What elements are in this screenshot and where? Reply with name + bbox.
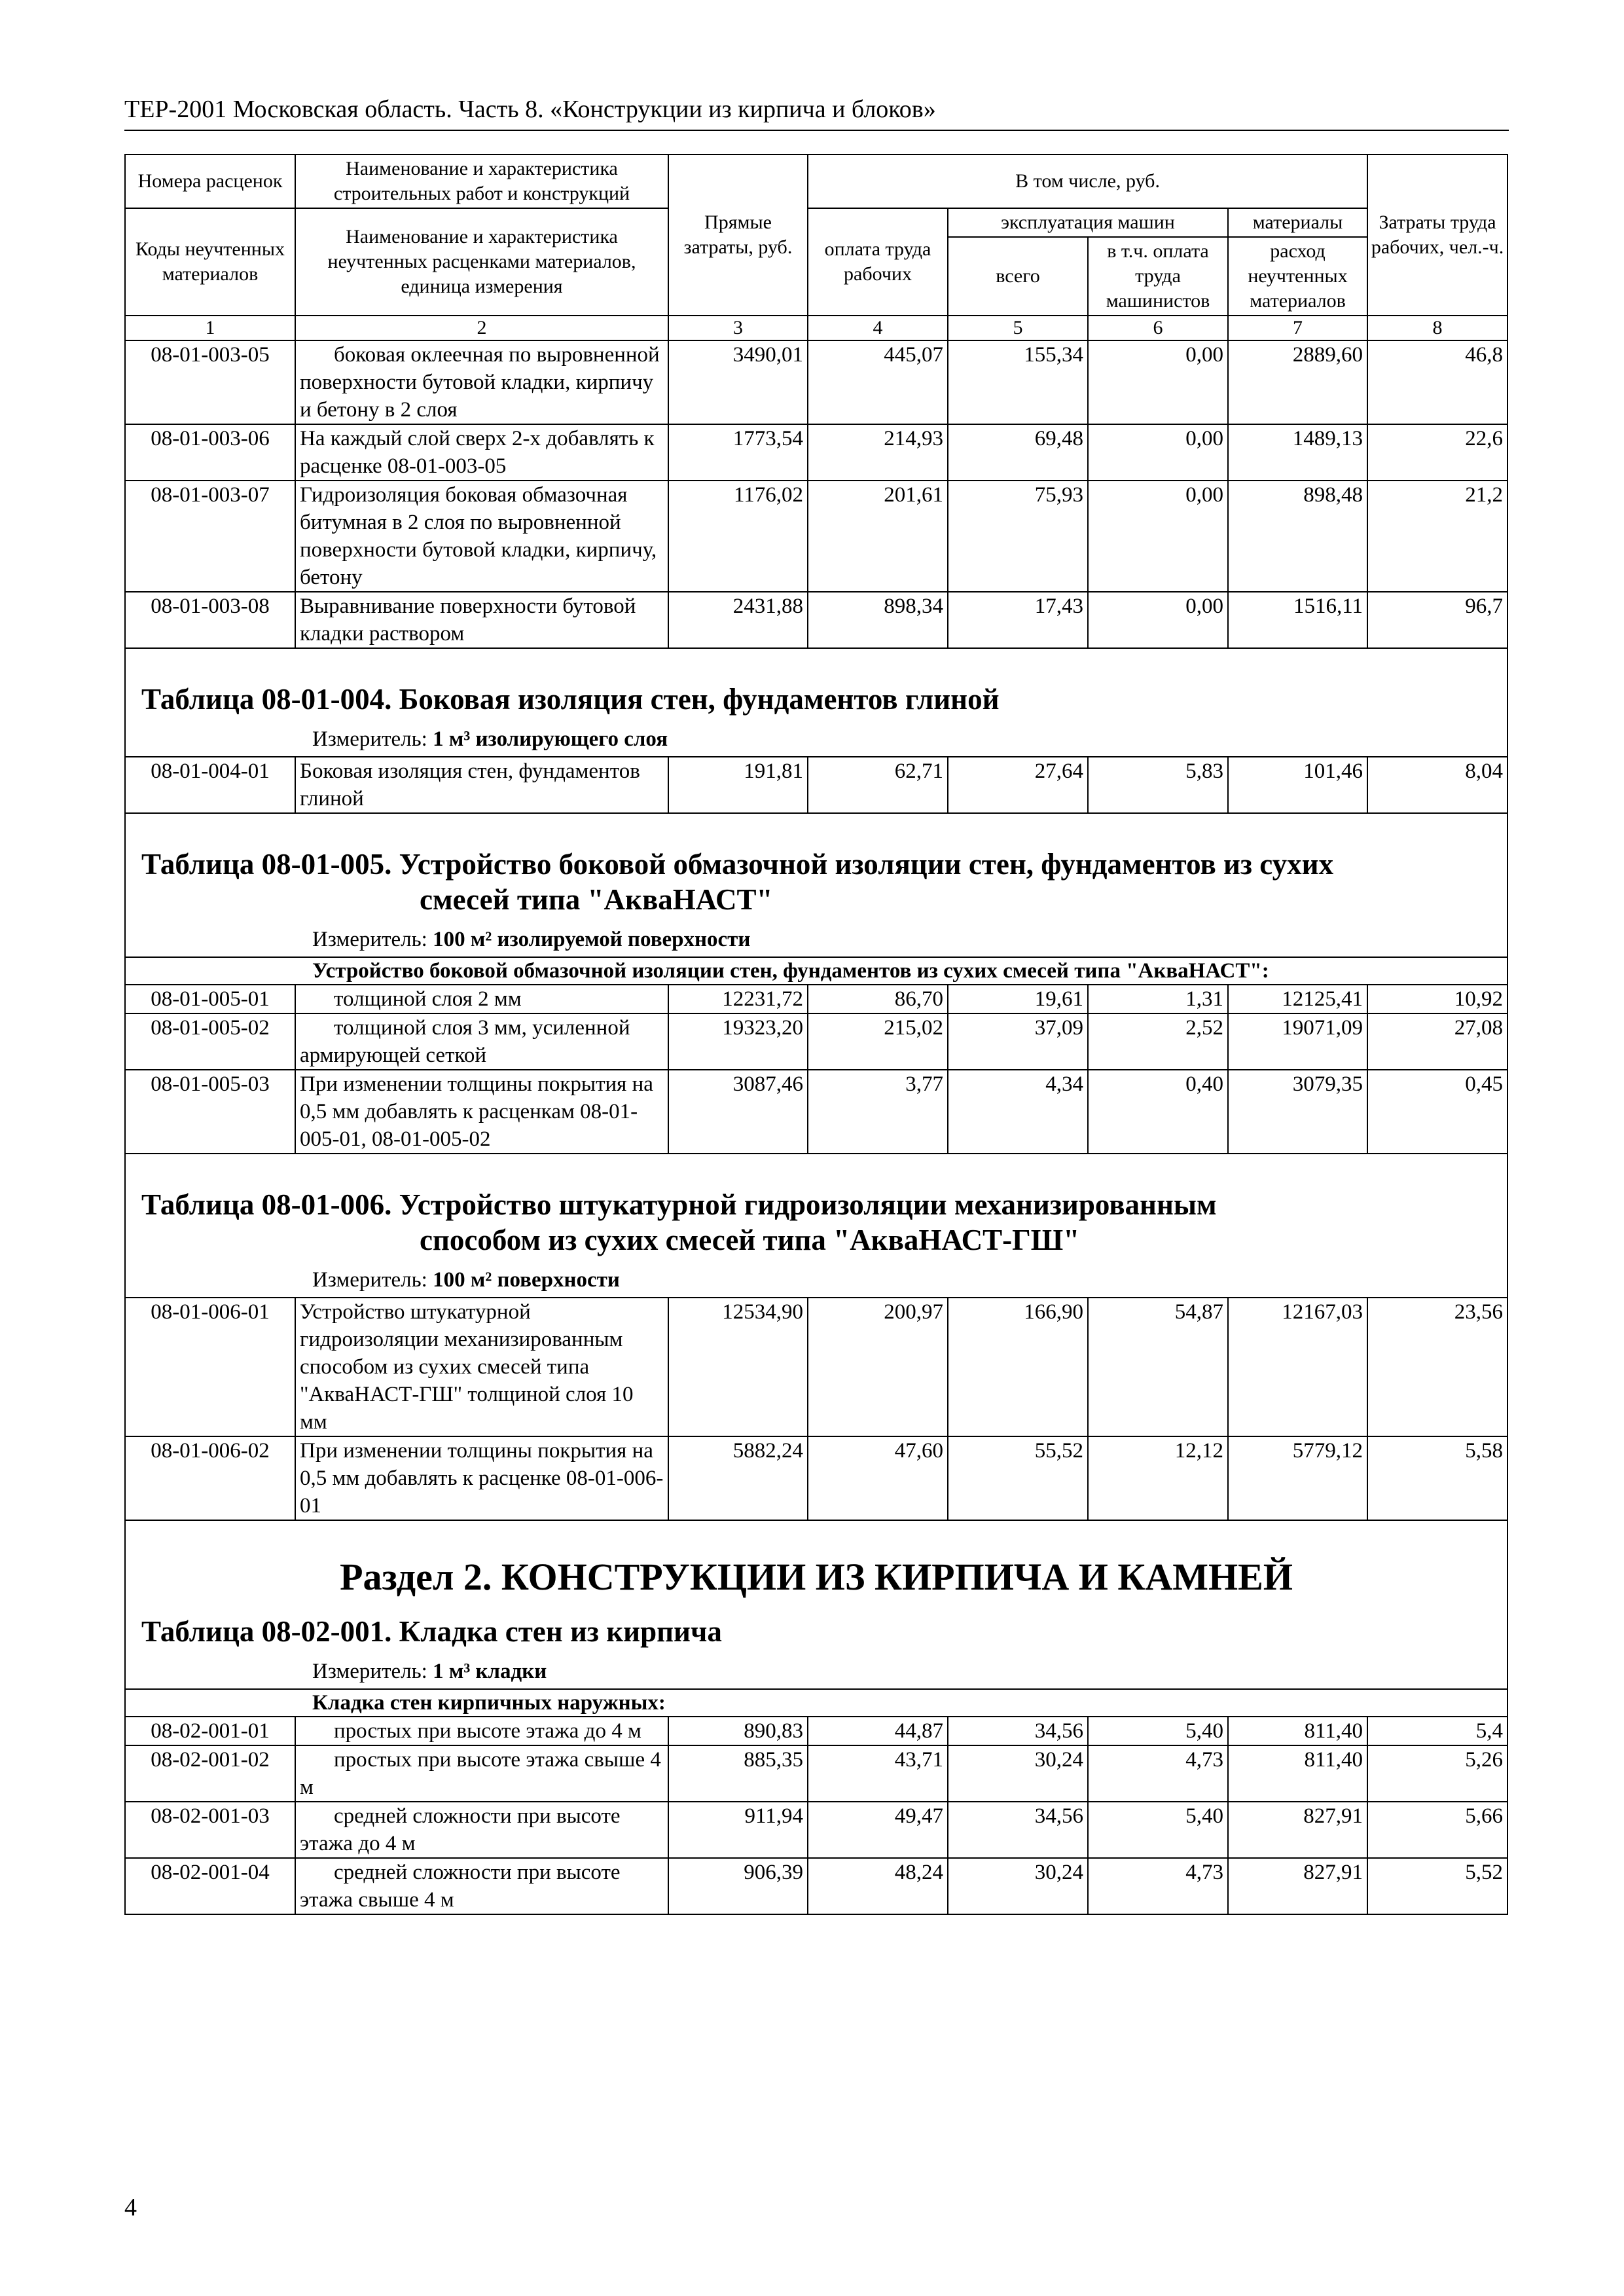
machinist-pay: 54,87 bbox=[1088, 1298, 1228, 1436]
labor-hours: 5,66 bbox=[1367, 1802, 1507, 1858]
direct-costs: 3490,01 bbox=[668, 340, 808, 424]
rate-code: 08-01-005-01 bbox=[125, 985, 295, 1013]
table-row bbox=[125, 1298, 1507, 1436]
head-unaccounted-materials: расход неучтенных материалов bbox=[1228, 237, 1367, 316]
machines-total: 155,34 bbox=[948, 340, 1088, 424]
worker-pay: 49,47 bbox=[808, 1802, 948, 1858]
rate-code: 08-01-003-07 bbox=[125, 481, 295, 592]
worker-pay: 214,93 bbox=[808, 424, 948, 481]
measure-row bbox=[125, 1262, 1507, 1298]
worker-pay: 200,97 bbox=[808, 1298, 948, 1436]
rate-code: 08-02-001-02 bbox=[125, 1745, 295, 1802]
table-title-row bbox=[125, 813, 1507, 921]
measure-value: 1 м³ кладки bbox=[433, 1660, 547, 1683]
direct-costs: 191,81 bbox=[668, 757, 808, 813]
machinist-pay: 5,83 bbox=[1088, 757, 1228, 813]
rate-name: Устройство штукатурной гидроизоляции механизированным способом из сухих смесей типа "АкваНАСТ-ГШ" толщиной слоя 10 мм bbox=[295, 1298, 668, 1436]
worker-pay: 445,07 bbox=[808, 340, 948, 424]
materials-cost: 827,91 bbox=[1228, 1802, 1367, 1858]
group-subheading: Устройство боковой обмазочной изоляции стен, фундаментов из сухих смесей типа "АкваНАСТ": bbox=[125, 957, 1507, 985]
machinist-pay: 4,73 bbox=[1088, 1745, 1228, 1802]
rate-name: средней сложности при высоте этажа до 4 м bbox=[295, 1802, 668, 1858]
machinist-pay: 1,31 bbox=[1088, 985, 1228, 1013]
rate-code: 08-01-003-06 bbox=[125, 424, 295, 481]
column-number: 4 bbox=[808, 316, 948, 340]
worker-pay: 48,24 bbox=[808, 1858, 948, 1914]
labor-hours: 5,58 bbox=[1367, 1436, 1507, 1520]
column-numbers-row bbox=[125, 316, 1507, 340]
head-labor-costs: Затраты труда рабочих, чел.-ч. bbox=[1367, 155, 1507, 316]
worker-pay: 201,61 bbox=[808, 481, 948, 592]
worker-pay: 43,71 bbox=[808, 1745, 948, 1802]
table-title: Таблица 08-01-004. Боковая изоляция стен, фундаментов глиной bbox=[125, 648, 1507, 721]
machines-total: 37,09 bbox=[948, 1013, 1088, 1070]
measure-row bbox=[125, 921, 1507, 957]
measure-label: Измеритель: bbox=[312, 1660, 427, 1683]
table-title: Таблица 08-02-001. Кладка стен из кирпича bbox=[125, 1614, 1507, 1653]
direct-costs: 12231,72 bbox=[668, 985, 808, 1013]
machinist-pay: 5,40 bbox=[1088, 1802, 1228, 1858]
table-title-row bbox=[125, 1614, 1507, 1653]
machinist-pay: 0,00 bbox=[1088, 481, 1228, 592]
materials-cost: 2889,60 bbox=[1228, 340, 1367, 424]
page-header: ТЕР-2001 Московская область. Часть 8. «Конструкции из кирпича и блоков» bbox=[124, 96, 936, 123]
rate-code: 08-01-005-03 bbox=[125, 1070, 295, 1154]
materials-cost: 101,46 bbox=[1228, 757, 1367, 813]
materials-cost: 12125,41 bbox=[1228, 985, 1367, 1013]
machines-total: 34,56 bbox=[948, 1802, 1088, 1858]
labor-hours: 96,7 bbox=[1367, 592, 1507, 648]
head-materials: материалы bbox=[1228, 208, 1367, 237]
direct-costs: 1176,02 bbox=[668, 481, 808, 592]
labor-hours: 0,45 bbox=[1367, 1070, 1507, 1154]
direct-costs: 890,83 bbox=[668, 1717, 808, 1745]
head-material-name: Наименование и характеристика неучтенных расценками материалов, единица измерения bbox=[295, 208, 668, 316]
head-direct-costs: Прямые затраты, руб. bbox=[668, 155, 808, 316]
machines-total: 75,93 bbox=[948, 481, 1088, 592]
materials-cost: 898,48 bbox=[1228, 481, 1367, 592]
table-row bbox=[125, 1070, 1507, 1154]
rate-name: средней сложности при высоте этажа свыше 4 м bbox=[295, 1858, 668, 1914]
labor-hours: 5,52 bbox=[1367, 1858, 1507, 1914]
direct-costs: 906,39 bbox=[668, 1858, 808, 1914]
table-row bbox=[125, 1745, 1507, 1802]
head-including: В том числе, руб. bbox=[808, 155, 1367, 208]
table-title bbox=[125, 1154, 1507, 1262]
direct-costs: 1773,54 bbox=[668, 424, 808, 481]
labor-hours: 5,26 bbox=[1367, 1745, 1507, 1802]
rate-code: 08-01-006-01 bbox=[125, 1298, 295, 1436]
group-subheading-row bbox=[125, 1689, 1507, 1717]
direct-costs: 19323,20 bbox=[668, 1013, 808, 1070]
direct-costs: 3087,46 bbox=[668, 1070, 808, 1154]
rate-code: 08-01-004-01 bbox=[125, 757, 295, 813]
table-title bbox=[125, 813, 1507, 921]
machines-total: 55,52 bbox=[948, 1436, 1088, 1520]
machines-total: 4,34 bbox=[948, 1070, 1088, 1154]
table-row bbox=[125, 1013, 1507, 1070]
rate-code: 08-01-005-02 bbox=[125, 1013, 295, 1070]
machinist-pay: 0,00 bbox=[1088, 592, 1228, 648]
machinist-pay: 0,00 bbox=[1088, 424, 1228, 481]
rates-table bbox=[124, 154, 1508, 1915]
measure-row bbox=[125, 1653, 1507, 1689]
worker-pay: 62,71 bbox=[808, 757, 948, 813]
materials-cost: 811,40 bbox=[1228, 1717, 1367, 1745]
column-number: 8 bbox=[1367, 316, 1507, 340]
column-number: 6 bbox=[1088, 316, 1228, 340]
machines-total: 27,64 bbox=[948, 757, 1088, 813]
labor-hours: 10,92 bbox=[1367, 985, 1507, 1013]
labor-hours: 27,08 bbox=[1367, 1013, 1507, 1070]
header-rule bbox=[124, 130, 1509, 131]
rate-name: простых при высоте этажа до 4 м bbox=[295, 1717, 668, 1745]
head-work-name: Наименование и характеристика строительных работ и конструкций bbox=[295, 155, 668, 208]
worker-pay: 44,87 bbox=[808, 1717, 948, 1745]
rate-name: При изменении толщины покрытия на 0,5 мм добавлять к расценке 08-01-006-01 bbox=[295, 1436, 668, 1520]
rate-code: 08-02-001-01 bbox=[125, 1717, 295, 1745]
table-title-row bbox=[125, 648, 1507, 721]
materials-cost: 5779,12 bbox=[1228, 1436, 1367, 1520]
table-row bbox=[125, 1802, 1507, 1858]
labor-hours: 21,2 bbox=[1367, 481, 1507, 592]
section-heading-row bbox=[125, 1520, 1507, 1614]
labor-hours: 22,6 bbox=[1367, 424, 1507, 481]
rate-name: Выравнивание поверхности бутовой кладки раствором bbox=[295, 592, 668, 648]
measure-value: 100 м² изолируемой поверхности bbox=[433, 928, 751, 951]
materials-cost: 3079,35 bbox=[1228, 1070, 1367, 1154]
measure-row bbox=[125, 721, 1507, 757]
rate-name: толщиной слоя 2 мм bbox=[295, 985, 668, 1013]
machines-total: 30,24 bbox=[948, 1858, 1088, 1914]
machinist-pay: 2,52 bbox=[1088, 1013, 1228, 1070]
machinist-pay: 0,40 bbox=[1088, 1070, 1228, 1154]
materials-cost: 1516,11 bbox=[1228, 592, 1367, 648]
worker-pay: 898,34 bbox=[808, 592, 948, 648]
machines-total: 30,24 bbox=[948, 1745, 1088, 1802]
measure-value: 100 м² поверхности bbox=[433, 1268, 620, 1292]
machines-total: 69,48 bbox=[948, 424, 1088, 481]
table-title-line-2: смесей типа "АкваНАСТ" bbox=[420, 883, 773, 916]
rate-name: На каждый слой сверх 2-х добавлять к расценке 08-01-003-05 bbox=[295, 424, 668, 481]
machinist-pay: 4,73 bbox=[1088, 1858, 1228, 1914]
rate-name: простых при высоте этажа свыше 4 м bbox=[295, 1745, 668, 1802]
direct-costs: 5882,24 bbox=[668, 1436, 808, 1520]
worker-pay: 215,02 bbox=[808, 1013, 948, 1070]
table-title-line-1: Таблица 08-01-006. Устройство штукатурной гидроизоляции механизированным bbox=[141, 1188, 1217, 1221]
table-row bbox=[125, 1858, 1507, 1914]
rate-name: боковая оклеечная по выровненной поверхности бутовой кладки, кирпичу и бетону в 2 слоя bbox=[295, 340, 668, 424]
table-row bbox=[125, 1717, 1507, 1745]
group-subheading: Кладка стен кирпичных наружных: bbox=[125, 1689, 1507, 1717]
section-heading: Раздел 2. КОНСТРУКЦИИ ИЗ КИРПИЧА И КАМНЕЙ bbox=[125, 1520, 1507, 1614]
head-machines: эксплуатация машин bbox=[948, 208, 1228, 237]
rate-name: При изменении толщины покрытия на 0,5 мм добавлять к расценкам 08-01-005-01, 08-01-005-02 bbox=[295, 1070, 668, 1154]
rate-code: 08-02-001-03 bbox=[125, 1802, 295, 1858]
machines-total: 19,61 bbox=[948, 985, 1088, 1013]
machinist-pay: 5,40 bbox=[1088, 1717, 1228, 1745]
head-worker-pay: оплата труда рабочих bbox=[808, 208, 948, 316]
direct-costs: 12534,90 bbox=[668, 1298, 808, 1436]
materials-cost: 12167,03 bbox=[1228, 1298, 1367, 1436]
rate-code: 08-01-003-05 bbox=[125, 340, 295, 424]
rate-code: 08-02-001-04 bbox=[125, 1858, 295, 1914]
machines-total: 166,90 bbox=[948, 1298, 1088, 1436]
head-machinist-pay: в т.ч. оплата труда машинистов bbox=[1088, 237, 1228, 316]
table-row bbox=[125, 985, 1507, 1013]
labor-hours: 46,8 bbox=[1367, 340, 1507, 424]
materials-cost: 827,91 bbox=[1228, 1858, 1367, 1914]
head-machines-total: всего bbox=[948, 237, 1088, 316]
direct-costs: 885,35 bbox=[668, 1745, 808, 1802]
labor-hours: 8,04 bbox=[1367, 757, 1507, 813]
table-row bbox=[125, 340, 1507, 424]
materials-cost: 1489,13 bbox=[1228, 424, 1367, 481]
direct-costs: 2431,88 bbox=[668, 592, 808, 648]
measure-value: 1 м³ изолирующего слоя bbox=[433, 727, 668, 751]
table-row bbox=[125, 481, 1507, 592]
head-rate-numbers: Номера расценок bbox=[125, 155, 295, 208]
column-number: 3 bbox=[668, 316, 808, 340]
table-title-line-1: Таблица 08-01-005. Устройство боковой обмазочной изоляции стен, фундаментов из сухих bbox=[141, 848, 1334, 881]
rate-code: 08-01-006-02 bbox=[125, 1436, 295, 1520]
labor-hours: 5,4 bbox=[1367, 1717, 1507, 1745]
machines-total: 34,56 bbox=[948, 1717, 1088, 1745]
worker-pay: 86,70 bbox=[808, 985, 948, 1013]
machinist-pay: 12,12 bbox=[1088, 1436, 1228, 1520]
measure-label: Измеритель: bbox=[312, 928, 427, 951]
direct-costs: 911,94 bbox=[668, 1802, 808, 1858]
measure-label: Измеритель: bbox=[312, 1268, 427, 1292]
machines-total: 17,43 bbox=[948, 592, 1088, 648]
page-number: 4 bbox=[124, 2194, 137, 2221]
column-number: 7 bbox=[1228, 316, 1367, 340]
table-head-row-2 bbox=[125, 208, 1507, 237]
measure-label: Измеритель: bbox=[312, 727, 427, 751]
column-number: 1 bbox=[125, 316, 295, 340]
worker-pay: 47,60 bbox=[808, 1436, 948, 1520]
table-head-row-1 bbox=[125, 155, 1507, 208]
table-title-row bbox=[125, 1154, 1507, 1262]
materials-cost: 811,40 bbox=[1228, 1745, 1367, 1802]
group-subheading-row bbox=[125, 957, 1507, 985]
column-number: 5 bbox=[948, 316, 1088, 340]
rate-name: Боковая изоляция стен, фундаментов глиной bbox=[295, 757, 668, 813]
table-row bbox=[125, 592, 1507, 648]
rate-name: толщиной слоя 3 мм, усиленной армирующей сеткой bbox=[295, 1013, 668, 1070]
table-row bbox=[125, 757, 1507, 813]
labor-hours: 23,56 bbox=[1367, 1298, 1507, 1436]
table-row bbox=[125, 424, 1507, 481]
materials-cost: 19071,09 bbox=[1228, 1013, 1367, 1070]
head-material-codes: Коды неучтенных материалов bbox=[125, 208, 295, 316]
rate-name: Гидроизоляция боковая обмазочная битумная в 2 слоя по выровненной поверхности бутовой кладки, кирпичу, бетону bbox=[295, 481, 668, 592]
column-number: 2 bbox=[295, 316, 668, 340]
table-title-line-2: способом из сухих смесей типа "АкваНАСТ-ГШ" bbox=[420, 1224, 1080, 1256]
rate-code: 08-01-003-08 bbox=[125, 592, 295, 648]
machinist-pay: 0,00 bbox=[1088, 340, 1228, 424]
table-row bbox=[125, 1436, 1507, 1520]
worker-pay: 3,77 bbox=[808, 1070, 948, 1154]
